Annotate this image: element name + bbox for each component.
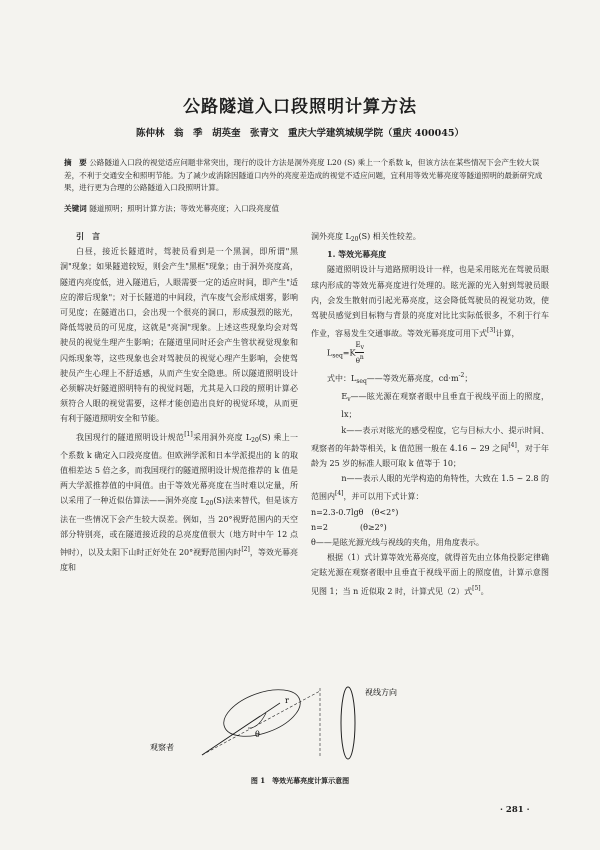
ray-lower bbox=[202, 716, 260, 755]
definition-k: k——表示对眩光的感受程度，它与目标大小、提示时间、观察者的年龄等相关，k 值范围一般在 4.16 ~ 29 之间[4]，对于年龄为 25 岁的标准人眼可取 k 值等于 10； bbox=[311, 425, 549, 468]
equation-n-2: n=2 (θ≥2°) bbox=[311, 522, 387, 532]
right-column bbox=[311, 229, 549, 599]
direction-label: 视线方向 bbox=[365, 688, 397, 697]
formula-1: $L_{seq}=K$ $\frac{Ev}{\theta n}$ bbox=[327, 341, 364, 366]
definition-ev: $E_v——$眩光源在观察者眼中且垂直于视线平面上的照度，lx； bbox=[341, 392, 549, 420]
definition-lseq: 式中：$L_{seq}——$等效光幕亮度，$cd\cdot m^{-2}$； bbox=[327, 371, 473, 385]
figure-caption: 图 1 等效光幕亮度计算示意图 bbox=[250, 776, 350, 785]
intro-heading: 引 言 bbox=[76, 231, 100, 241]
keywords bbox=[64, 203, 548, 214]
figure-diagram bbox=[150, 683, 450, 765]
observer-label: 观察者 bbox=[150, 743, 174, 752]
intro-paragraph-1: 白昼，接近长隧道时，驾驶员看到是一个黑洞，即所谓"黑洞"现象；如果隧道较短，则会产生"黑框"现象；由于洞外亮度高，隧道内亮度低，进入隧道后，人眼需要一定的适应时间，即产生"适应的滞后现象"；对于长隧道的中间段，汽车废气会形成烟雾，影响可见度；在隧道出口，会出现一个很亮的洞口，形成强烈的眩光，降低驾驶员的可见度，这就是"亮洞"现象。上述这些现象均会对驾驶员的视觉生理产生影响；在隧道里同时还会产生管状视觉现象和闪烁现象等，这些现象也会对驾驶员的视觉心理产生影响，会使驾驶员产生心理上不舒适感，从而产生安全隐患。所以隧道照明设计必须解决好隧道照明特有的视觉问题，尤其是入口段的照明计算必须符合人眼的视觉需要，这样才能创造出良好的视觉环境，从而更有利于隧道照明安全和节能。 bbox=[60, 247, 298, 424]
keywords-text: 隧道照明；照明计算方法；等效光幕亮度；入口段亮度值 bbox=[89, 204, 280, 213]
right-paragraph-2: 隧道照明设计与道路照明设计一样，也是采用眩光在驾驶员眼球内形成的等效光幕亮度进行处理的。眩光源的光入射到驾驶员眼内，会发生散射而引起光幕亮度，这会降低驾驶员的视觉功效，使驾驶员感觉到目标物与背景的亮度对比比实际低很多，不利于行车作业，容易发生交通事故。等效光幕亮度可用下式[3]计算， bbox=[311, 265, 549, 339]
angle-arc bbox=[248, 713, 266, 728]
definition-n: n——表示人眼的光学构造的角特性，大致在 1.5 ~ 2.8 的范围内[4]，并可以用下式计算： bbox=[311, 474, 549, 502]
ray-dashed bbox=[202, 691, 320, 755]
abstract bbox=[64, 157, 548, 195]
keywords-label: 关键词 bbox=[64, 204, 87, 213]
authors-line: 陈仲林 翁 季 胡英奎 张青文 重庆大学建筑城规学院（重庆 400045） bbox=[136, 128, 464, 139]
page-title: 公路隧道入口段照明计算方法 bbox=[183, 97, 417, 117]
page-number: · 281 · bbox=[500, 805, 530, 815]
sight-plane-ellipse bbox=[341, 687, 355, 759]
abstract-text: 公路隧道入口段的视觉适应问题非常突出，现行的设计方法是洞外亮度 L20 (S) 乘上一个系数 k，但该方法在某些情况下会产生较大误差，不利于交通安全和照明节能。为了减少或消除因隧道口内外的亮度差造成的视觉不适应问题，宜利用等效光幕亮度等隧道照明的最新研究成果，进行更为合理的公路隧道入口段照明计算。 bbox=[64, 158, 543, 193]
right-paragraph-1: 洞外亮度 $L_{20}(S)$ 相关性较差。 bbox=[311, 232, 421, 243]
equation-n-1: n=2.3-0.7lgθ (θ<2°) bbox=[311, 507, 399, 517]
abstract-label: 摘 要 bbox=[64, 158, 87, 167]
left-column bbox=[60, 229, 298, 575]
intro-paragraph-2: 我国现行的隧道照明设计规范[1]采用洞外亮度 $L_{20}(S)$ 乘上一个系数 k 确定入口段亮度值。但欧洲学派和日本学派提出的 k 的取值相差达 5 倍之多，而我国现行的隧道照明设计规范推荐的 k 值是两大学派推荐值的中间值。由于等效光幕亮度在当时难以定量，所以采用了一种近似估算法——洞外亮度 $L_{20}(S)$法来替代，但是该方法在一些情况下会产生较大误差。例如，当 20°视野范围内的天空部分特别亮，或在隧道接近段的总亮度值很大（地方时中午 12 点钟时），以及太阳下山时正好处在 20°视野范围内时[2]，等效光幕亮度和 bbox=[60, 430, 299, 573]
theta-label: θ bbox=[255, 730, 260, 739]
definition-theta: θ——是眩光源光线与视线的夹角，用角度表示。 bbox=[311, 537, 484, 547]
right-paragraph-3: 根据（1）式计算等效光幕亮度，就得首先由立体角投影定律确定眩光源在观察者眼中且垂直于视线平面上的照度值，计算示意图见图 1；当 n 近似取 2 时，计算式见（2）式[5]。 bbox=[311, 553, 549, 596]
r-label: r bbox=[285, 696, 289, 705]
section-heading-1: 1. 等效光幕亮度 bbox=[327, 249, 387, 260]
